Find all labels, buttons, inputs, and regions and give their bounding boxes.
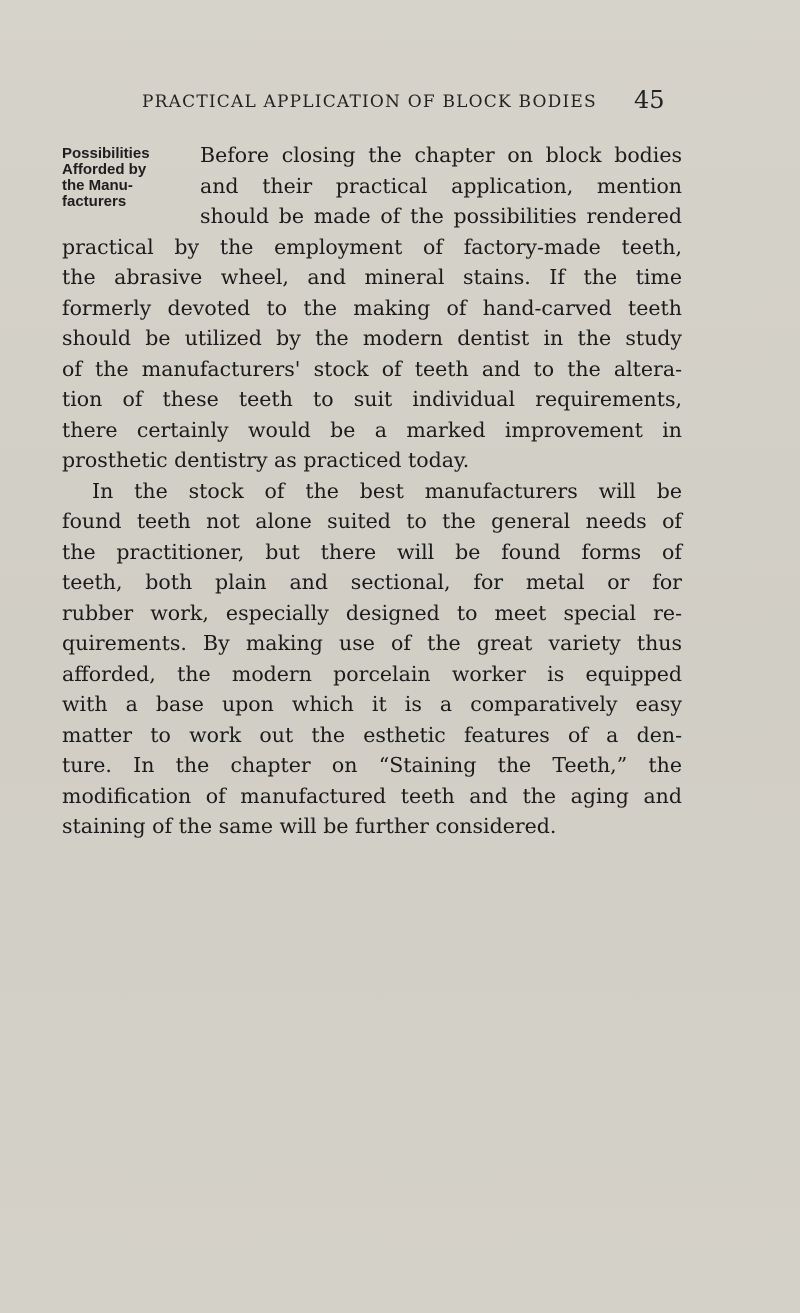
text-line: afforded, the modern porcelain worker is equipped — [62, 662, 682, 686]
text-line: In the stock of the best manufacturers will be — [92, 479, 682, 503]
page-header — [0, 86, 800, 116]
text-line: quirements. By making use of the great variety thus — [62, 631, 682, 655]
margin-note — [62, 146, 154, 210]
text-line: matter to work out the esthetic features of a den- — [62, 723, 682, 747]
page-number: 45 — [634, 86, 665, 114]
text-line: formerly devoted to the making of hand-carved teeth — [62, 296, 682, 320]
text-line: found teeth not alone suited to the general needs of — [62, 509, 682, 533]
text-line: of the manufacturers' stock of teeth and to the altera- — [62, 357, 682, 381]
text-line: should be made of the possibilities rendered — [200, 204, 682, 228]
text-line: practical by the employment of factory-made teeth, — [62, 235, 682, 259]
margin-note-line: Possibilities — [62, 145, 150, 162]
text-line: Before closing the chapter on block bodies — [200, 143, 682, 167]
text-line: and their practical application, mention — [200, 174, 682, 198]
text-line: teeth, both plain and sectional, for metal or for — [62, 570, 682, 594]
text-line: tion of these teeth to suit individual requirements, — [62, 387, 682, 411]
margin-note-line: facturers — [62, 193, 127, 210]
text-line: modification of manufactured teeth and the aging and — [62, 784, 682, 808]
text-line: rubber work, especially designed to meet special re- — [62, 601, 682, 625]
text-line: with a base upon which it is a comparatively easy — [62, 692, 682, 716]
running-head: PRACTICAL APPLICATION OF BLOCK BODIES — [142, 92, 597, 112]
text-line: ture. In the chapter on “Staining the Teeth,” the — [62, 753, 682, 777]
text-line: should be utilized by the modern dentist in the study — [62, 326, 682, 350]
text-line: prosthetic dentistry as practiced today. — [62, 448, 470, 472]
margin-note-line: Afforded by — [62, 161, 147, 178]
margin-note-line: the Manu- — [62, 177, 133, 194]
text-line: the abrasive wheel, and mineral stains. If the time — [62, 265, 682, 289]
text-line: staining of the same will be further considered. — [62, 814, 557, 838]
text-line: there certainly would be a marked improvement in — [62, 418, 682, 442]
text-line: the practitioner, but there will be found forms of — [62, 540, 682, 564]
